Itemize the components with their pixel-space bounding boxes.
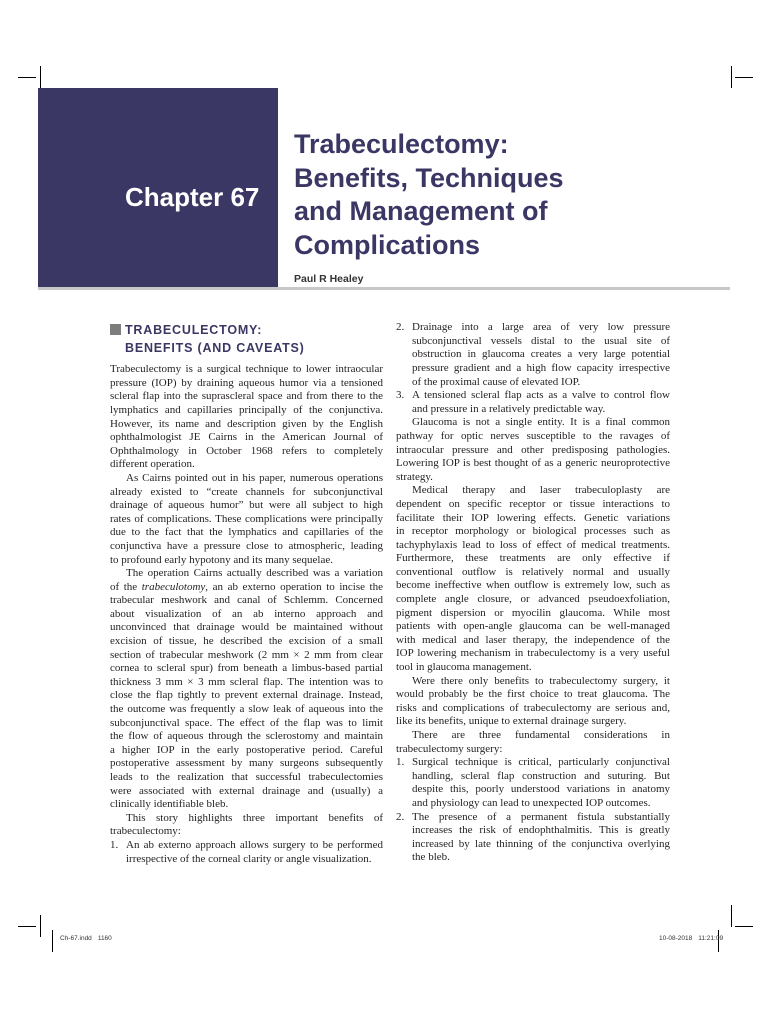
text-line: irrespective of the corneal clarity or angle visualization. (126, 852, 372, 865)
paragraph (396, 675, 670, 729)
text-line: handling, scleral flap construction and suturing. But (412, 769, 670, 782)
section-marker-square (110, 324, 121, 335)
list-number: 2. (396, 810, 405, 823)
text-segment: , an ab externo operation to incise the (205, 580, 383, 593)
text-line: tool in glaucoma management. (396, 661, 532, 674)
italic-term: trabeculotomy (141, 580, 206, 593)
text-line: conjunctiva have a pressure close to atmospheric, leading (110, 539, 383, 552)
footer-timestamp (659, 935, 723, 943)
text-segment: of the (110, 580, 142, 593)
text-line: increases the risk of endophthalmitis. This is greatly (412, 824, 670, 837)
text-line: despite this, poorly understood variations in anatomy (412, 783, 670, 796)
text-line: The presence of a permanent fistula substantially (412, 810, 670, 823)
text-line: Were there only benefits to trabeculectomy surgery, it (412, 674, 670, 687)
text-line: A tensioned scleral flap acts as a valve to control flow (412, 389, 670, 402)
section-heading (125, 321, 305, 357)
text-line: trabecular meshwork and canal of Schlemm. Concerned (110, 594, 383, 607)
text-line: subconjunctival space. The effect of the flap was to limit (110, 716, 383, 729)
text-line: to profound early hypotony and its many sequelae. (110, 553, 334, 566)
text-line: intraocular pressure and other predisposing pathologies. (396, 443, 670, 456)
text-line: There are three fundamental considerations in (412, 729, 670, 741)
crop-mark (18, 926, 36, 927)
crop-mark (40, 915, 41, 937)
text-line (110, 581, 383, 595)
crop-mark (731, 905, 732, 927)
text-line: thickness 3 mm × 3 mm scleral flap. The intention was to (110, 675, 383, 688)
text-line: patients with open-angle glaucoma can be well-managed (396, 620, 670, 633)
right-column (396, 321, 670, 865)
paragraph (110, 472, 383, 567)
crop-mark (18, 77, 36, 78)
list-item (396, 321, 670, 389)
text-line: ophthalmologist JE Cairns in the American Journal of (110, 431, 383, 444)
text-line: However, its name and description given by the English (110, 417, 383, 430)
text-line: drainage of aqueous humor” but were all subject to high (110, 499, 383, 512)
footer-file-info (60, 935, 112, 943)
text-line: about visualization of an ab interno approach and (110, 607, 383, 620)
crop-mark (735, 77, 753, 78)
header-rule (38, 287, 730, 290)
title-line: Trabeculectomy: (294, 129, 509, 159)
text-line: Medical therapy and laser trabeculoplasty are (412, 484, 670, 497)
text-line: Furthermore, these treatments are only effective if (396, 552, 670, 565)
text-line: the outcome was frequently a slow leak of aqueous into the (110, 703, 383, 716)
text-line: a higher IOP in the early postoperative period. Careful (110, 743, 383, 756)
section-heading-line: BENEFITS (AND CAVEATS) (125, 341, 305, 355)
author-name: Paul R Healey (294, 273, 364, 285)
text-line: Lowering IOP is best thought of as a generic neuroprotective (396, 457, 670, 470)
paragraph (396, 729, 670, 756)
text-line: close the flap tightly to prevent external drainage. Instead, (110, 689, 383, 702)
text-line: pressure (IOP) by draining aqueous humor via a tensioned (110, 376, 383, 389)
text-line: section of trabecular meshwork (2 mm × 2 mm from clear (110, 648, 383, 661)
text-line: An ab externo approach allows surgery to be performed (126, 838, 383, 851)
crop-mark (735, 926, 753, 927)
text-line: complete angle closure, or advanced pseudoexfoliation, (396, 593, 670, 606)
text-line: Ophthalmology in October 1968 refers to completely (110, 444, 383, 457)
text-line: like its benefits, unique to external drainage surgery. (396, 715, 627, 728)
text-line: pathway for optic nerves susceptible to the ravages of (396, 429, 670, 442)
text-line: This story highlights three important benefits of (126, 811, 383, 824)
list-item (396, 756, 670, 810)
text-line: the bleb. (412, 851, 450, 864)
text-line: trabeculectomy surgery: (396, 742, 503, 755)
text-line: increased by late thinning of the conjunctiva overlying (412, 837, 670, 850)
text-line: The operation Cairns actually described was a variation (126, 567, 383, 580)
text-line: with medical and laser therapy, the independence of the (396, 633, 670, 646)
text-line: postoperative assessment by many surgeons subsequently (110, 757, 383, 770)
text-line: unconvinced that drainage would be maintained without (110, 621, 383, 634)
text-line: cornea to scleral spur) from beneath a limbus-based partial (110, 662, 383, 675)
text-line: subconjunctival vessels distal to the usual site of (412, 334, 670, 347)
footer-date: 10-08-2018 (659, 935, 693, 942)
paragraph (396, 484, 670, 674)
footer-page-number: 1160 (97, 935, 112, 942)
crop-mark (40, 66, 41, 88)
text-line: Surgical technique is critical, particularly conjunctival (412, 756, 670, 769)
text-line: and pressure in a relatively predictable way. (412, 402, 606, 415)
text-line: Trabeculectomy is a surgical technique to lower intraocular (110, 363, 383, 376)
text-line: conventional outflow is relatively normal and usually (396, 565, 670, 578)
text-line: tachyphylaxis lead to loss of effect of medical treatments. (396, 538, 670, 551)
text-line: and physiology can lead to unexpected IOP outcomes. (412, 796, 651, 809)
chapter-label: Chapter 67 (125, 182, 260, 212)
text-line: scleral flap into the suprascleral space and from there to the (110, 390, 383, 403)
text-line: Drainage into a large area of very low pressure (412, 321, 670, 334)
text-line: excision of tissue, he described the excision of a small (110, 635, 383, 648)
title-line: Complications (294, 230, 481, 261)
text-line: As Cairns pointed out in his paper, numerous operations (126, 471, 383, 484)
text-line: facilitate their IOP lowering effects. Genetic variations (396, 511, 670, 524)
crop-mark (52, 930, 53, 952)
paragraph (396, 416, 670, 484)
list-item (110, 839, 383, 866)
left-column (110, 363, 383, 866)
text-line: obstruction in glaucoma creates a very large potential (412, 348, 670, 361)
list-number: 1. (396, 756, 405, 769)
paragraph (110, 812, 383, 839)
text-line: in receptor morphology or biological processes such as (396, 525, 670, 538)
list-number: 2. (396, 321, 405, 334)
text-line: pigment dispersion or myocilin glaucoma. While most (396, 606, 670, 619)
text-line: of the proximal cause of elevated IOP. (412, 375, 581, 388)
text-line: Glaucoma is not a single entity. It is a final common (412, 416, 670, 429)
paragraph (110, 567, 383, 812)
list-item (396, 811, 670, 865)
list-number: 1. (110, 838, 119, 851)
text-line: were associated with external drainage and (usually) a (110, 784, 383, 797)
crop-mark (731, 66, 732, 88)
text-line: strategy. (396, 470, 433, 483)
text-line: due to the fact that the lymphatics and capillaries of the (110, 526, 383, 539)
text-line: pressure gradient and a high flow capacity irrespective (412, 361, 670, 374)
text-line: clinically identifiable bleb. (110, 798, 229, 811)
list-number: 3. (396, 389, 405, 402)
title-line: Benefits, Techniques (294, 162, 564, 193)
text-line: the flow of aqueous through the sclerostomy and maintain (110, 730, 383, 743)
text-line: already existed to “create channels for subconjunctival (110, 485, 383, 498)
text-line: IOP lowering mechanism in trabeculectomy is a very useful (396, 647, 670, 660)
footer-time: 11:21:09 (698, 935, 724, 942)
chapter-number-panel (38, 88, 278, 288)
text-line: trabeculectomy: (110, 825, 181, 838)
text-line: dependent on specific receptor or tissue interactions to (396, 497, 670, 510)
footer-file-name: Ch-67.indd (60, 935, 92, 942)
text-line: would probably be the first choice to treat glaucoma. The (396, 688, 670, 701)
chapter-title (294, 128, 564, 263)
title-line: and Management of (294, 196, 548, 227)
text-line: lymphatics and capillaries principally of the conjunctiva. (110, 403, 383, 416)
paragraph (110, 363, 383, 472)
text-line: leads to the realization that successful trabeculectomies (110, 771, 383, 783)
list-item (396, 389, 670, 416)
text-line: risks and complications of trabeculectomy are serious and, (396, 701, 670, 714)
section-heading-line: TRABECULECTOMY: (125, 323, 263, 337)
text-line: different operation. (110, 458, 195, 471)
text-line: become ineffective when outflow is extremely low, such as (396, 579, 670, 592)
text-line: rates of complications. These complications were principally (110, 512, 383, 525)
